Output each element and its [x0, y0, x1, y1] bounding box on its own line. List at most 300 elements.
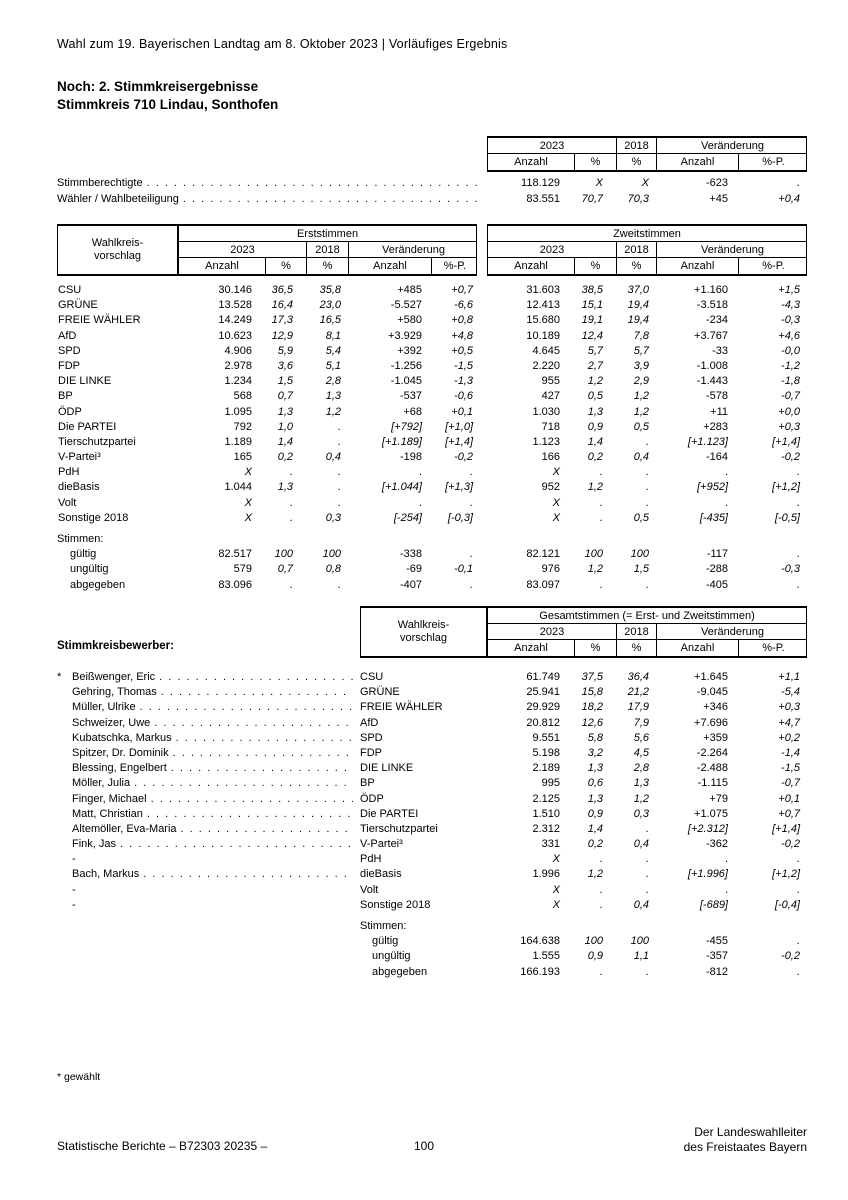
anzahl-2023-cell: 427: [541, 390, 560, 403]
anzahl-2023-cell: 331: [541, 838, 560, 851]
candidate-name-wrap: [72, 731, 353, 746]
chg-pctp-cell: +0,3: [778, 701, 800, 714]
anzahl-2023-cell: 1.030: [532, 405, 560, 418]
pct-2023-cell: .: [599, 898, 603, 911]
erst-cols-row: [179, 258, 476, 274]
chg-pctp-cell: -0,2: [781, 451, 800, 464]
erststimmen-values: [178, 313, 477, 328]
chg-anzahl-cell: +1.160: [694, 284, 728, 296]
chg-pctp-cell: -0,2: [781, 950, 800, 963]
chg-anzahl-cell: [-435]: [699, 511, 728, 524]
chg-pctp-cell: -0,1: [454, 563, 473, 576]
gesamtstimmen-values: [487, 792, 807, 807]
gesamtstimmen-values: [487, 898, 807, 913]
pct-2023-cell: 1,4: [587, 435, 603, 448]
party-row: [57, 420, 807, 435]
pct-2018-cell: 70,3: [627, 192, 649, 205]
pct-2018-cell: 17,9: [627, 701, 649, 714]
gesamtstimmen-values: [487, 746, 807, 761]
chg-pctp-cell: [+1,0]: [445, 420, 473, 433]
anzahl-2023-cell: 5.198: [532, 746, 560, 759]
pct-2023-cell: 0,5: [587, 390, 603, 403]
column-gap: [477, 224, 487, 276]
pct-2018-cell: 2,8: [633, 762, 649, 775]
dot-leader: [151, 792, 353, 807]
anzahl-2023-cell: 1.555: [532, 950, 560, 963]
pct-2018-cell: 21,2: [627, 686, 649, 699]
chg-pctp-cell: .: [469, 496, 473, 509]
chg-pctp-cell: [-0,5]: [774, 511, 800, 524]
chg-anzahl-cell: [+1.123]: [687, 435, 728, 448]
candidate-row: [57, 670, 807, 685]
zweitstimmen-values: [487, 329, 807, 344]
pct-2018-cell: .: [337, 435, 341, 448]
candidate-row: [57, 776, 807, 791]
votes-table: [57, 224, 807, 593]
candidates-stimmen-section: [360, 919, 807, 980]
header-pct: %: [616, 154, 656, 170]
pct-2023-cell: 1,2: [587, 375, 603, 388]
header-veraenderung: Veränderung: [656, 242, 808, 257]
gesamt-years-row: [488, 624, 806, 640]
anzahl-2023-cell: 25.941: [526, 686, 560, 699]
summary-table-header: [487, 136, 807, 172]
chg-pctp-cell: +4,6: [778, 329, 800, 342]
dot-leader: [147, 807, 353, 822]
zweit-cols-row: [488, 258, 806, 274]
gesamtstimmen-values: [487, 685, 807, 700]
pct-2023-cell: 3,2: [587, 746, 603, 759]
chg-pctp-cell: [+1,4]: [772, 822, 800, 835]
pct-2023-cell: 18,2: [581, 701, 603, 714]
anzahl-2023-cell: 10.623: [218, 329, 252, 342]
pct-2018-cell: 5,7: [633, 344, 649, 357]
chg-anzahl-cell: +580: [397, 314, 422, 327]
anzahl-2023-cell: 579: [233, 563, 252, 576]
pct-2023-cell: 1,5: [277, 375, 293, 388]
dot-leader: [154, 716, 353, 731]
elected-footnote: * gewählt: [57, 1071, 101, 1083]
anzahl-2023-cell: 166.193: [520, 965, 560, 978]
pct-2018-cell: 19,4: [627, 299, 649, 312]
erststimmen-values: [178, 465, 477, 480]
chg-pctp-cell: .: [796, 853, 800, 866]
pct-2018-cell: 1,3: [325, 390, 341, 403]
column-gap: [477, 496, 487, 511]
pct-2023-cell: 0,9: [587, 950, 603, 963]
candidate-party: FREIE WÄHLER: [360, 701, 443, 714]
pct-2018-cell: 1,1: [633, 950, 649, 963]
candidate-name: Fink, Jas: [72, 838, 117, 851]
pct-2023-cell: 37,5: [581, 671, 603, 683]
chg-anzahl-cell: +359: [703, 731, 728, 744]
party-label: V-Partei³: [58, 451, 101, 464]
erststimmen-values: [178, 480, 477, 495]
chg-pctp-cell: [+1,2]: [772, 868, 800, 881]
pct-2018-cell: 1,2: [633, 390, 649, 403]
candidate-party: dieBasis: [360, 868, 402, 881]
header-pct: %: [265, 258, 306, 274]
chg-pctp-cell: +4,7: [778, 716, 800, 729]
dot-leader: [159, 670, 353, 685]
header-anzahl: Anzahl: [656, 154, 738, 170]
pct-2023-cell: .: [599, 853, 603, 866]
pct-2023-cell: 15,1: [581, 299, 603, 312]
erststimmen-values: [178, 359, 477, 374]
chg-anzahl-cell: [+952]: [697, 481, 728, 494]
chg-anzahl-cell: -33: [712, 344, 728, 357]
stimmen-row: [360, 965, 807, 980]
anzahl-2023-cell: 82.121: [526, 548, 560, 561]
party-row: [57, 465, 807, 480]
chg-anzahl-cell: -537: [399, 390, 422, 403]
pct-2018-cell: 1,2: [633, 792, 649, 805]
chg-anzahl-cell: -362: [705, 838, 728, 851]
chg-pctp-cell: +0,7: [778, 807, 800, 820]
party-label: FDP: [58, 359, 80, 372]
candidate-name-wrap: [72, 670, 353, 685]
pct-2023-cell: 2,7: [587, 359, 603, 372]
chg-pctp-cell: +0,2: [778, 731, 800, 744]
erststimmen-title: Erststimmen: [296, 228, 359, 240]
candidate-name-wrap: [72, 898, 353, 913]
column-gap: [477, 511, 487, 526]
chg-pctp-cell: .: [796, 177, 800, 189]
party-row: [57, 359, 807, 374]
pct-2018-cell: 8,1: [325, 329, 341, 342]
anzahl-2023-cell: X: [244, 496, 252, 509]
chg-pctp-cell: -1,5: [454, 359, 473, 372]
candidate-name: Beißwenger, Eric: [72, 671, 156, 683]
zweitstimmen-values: [487, 450, 807, 465]
zweitstimmen-values: [487, 465, 807, 480]
anzahl-2023-cell: 1.095: [224, 405, 252, 418]
chg-pctp-cell: -1,5: [781, 762, 800, 775]
header-anzahl: Anzahl: [656, 640, 738, 656]
pct-2018-cell: 37,0: [627, 284, 649, 296]
chg-pctp-cell: +0,3: [778, 420, 800, 433]
votes-table-body: [57, 283, 807, 526]
candidate-name-wrap: [72, 822, 353, 837]
pct-2018-cell: 100: [322, 548, 341, 561]
chg-anzahl-cell: -198: [399, 451, 422, 464]
zweit-years-row: [488, 242, 806, 258]
column-gap: [477, 374, 487, 389]
chg-pctp-cell: .: [796, 965, 800, 978]
pct-2018-cell: 1,2: [325, 405, 341, 418]
anzahl-2023-cell: 952: [541, 481, 560, 494]
chg-anzahl-cell: .: [724, 496, 728, 509]
chg-pctp-cell: +1,1: [778, 671, 800, 683]
chg-anzahl-cell: [+2.312]: [687, 822, 728, 835]
chg-anzahl-cell: -1.443: [696, 375, 728, 388]
pct-2023-cell: 12,6: [581, 716, 603, 729]
gesamtstimmen-values: [487, 867, 807, 882]
candidate-name-wrap: [72, 792, 353, 807]
wahlkreisvorschlag-box: [57, 224, 178, 276]
candidates-table-header: [360, 606, 807, 658]
party-label: Tierschutzpartei: [58, 435, 136, 448]
summary-row: [57, 176, 807, 192]
erststimmen-values: [178, 562, 477, 577]
column-gap: [477, 547, 487, 562]
pct-2018-cell: 100: [630, 935, 649, 948]
chg-anzahl-cell: -407: [399, 578, 422, 591]
anzahl-2023-cell: 1.996: [532, 868, 560, 881]
chg-anzahl-cell: +79: [709, 792, 728, 805]
header-anzahl: Anzahl: [656, 258, 738, 274]
votes-stimmen-rows: [57, 547, 807, 593]
anzahl-2023-cell: 4.906: [224, 344, 252, 357]
pct-2018-cell: 23,0: [319, 299, 341, 312]
zweitstimmen-values: [487, 344, 807, 359]
dot-leader: [171, 761, 353, 776]
erststimmen-values: [178, 298, 477, 313]
pct-2018-cell: 7,9: [633, 716, 649, 729]
candidate-name: Finger, Michael: [72, 792, 147, 805]
chg-pctp-cell: .: [469, 578, 473, 591]
gesamtstimmen-values: [487, 716, 807, 731]
title-line-2: Stimmkreis 710 Lindau, Sonthofen: [57, 97, 279, 112]
summary-table: [57, 136, 807, 207]
chg-anzahl-cell: -812: [705, 965, 728, 978]
party-label: GRÜNE: [58, 299, 98, 312]
header-2023: 2023: [539, 140, 565, 152]
header-veraenderung: Veränderung: [656, 138, 808, 153]
erst-years-row: [179, 242, 476, 258]
party-row: [57, 389, 807, 404]
chg-pctp-cell: -0,3: [781, 314, 800, 327]
header-anzahl: Anzahl: [205, 260, 239, 272]
candidate-name-wrap: [72, 685, 353, 700]
candidate-party: Sonstige 2018: [360, 898, 431, 911]
header-pct: %: [306, 258, 348, 274]
anzahl-2023-cell: 165: [233, 451, 252, 464]
pct-2023-cell: 1,4: [277, 435, 293, 448]
row-label: Wähler / Wahlbeteiligung: [57, 192, 179, 205]
party-label: Die PARTEI: [58, 420, 117, 433]
anzahl-2023-cell: 20.812: [526, 716, 560, 729]
pct-2023-cell: 1,2: [587, 481, 603, 494]
candidate-party: FDP: [360, 746, 382, 759]
pct-2023-cell: .: [289, 578, 293, 591]
pct-2023-cell: 0,7: [277, 563, 293, 576]
pct-2023-cell: .: [289, 511, 293, 524]
header-pct: %: [574, 640, 616, 656]
candidate-name: Müller, Ulrike: [72, 701, 136, 714]
pct-2018-cell: 0,4: [633, 451, 649, 464]
candidate-row: [57, 685, 807, 700]
anzahl-2023-cell: X: [552, 883, 560, 896]
candidate-party: ÖDP: [360, 792, 384, 805]
zweitstimmen-values: [487, 405, 807, 420]
row-label: Stimmberechtigte: [57, 177, 143, 189]
gesamtstimmen-values: [487, 965, 807, 980]
column-gap: [477, 562, 487, 577]
pct-2018-cell: 0,8: [325, 563, 341, 576]
pct-2018-cell: .: [645, 965, 649, 978]
anzahl-2023-cell: 14.249: [218, 314, 252, 327]
pct-2018-cell: 0,5: [633, 511, 649, 524]
chg-anzahl-cell: +11: [710, 405, 728, 418]
pct-2018-cell: 36,4: [627, 671, 649, 683]
anzahl-2023-cell: X: [244, 466, 252, 479]
anzahl-2023-cell: 83.097: [526, 578, 560, 591]
chg-anzahl-cell: .: [418, 466, 422, 479]
chg-anzahl-cell: -2.488: [696, 762, 728, 775]
anzahl-2023-cell: 118.129: [521, 177, 560, 189]
party-row: [57, 344, 807, 359]
chg-pctp-cell: .: [469, 548, 473, 561]
pct-2018-cell: .: [337, 481, 341, 494]
pct-2023-cell: 5,7: [587, 344, 603, 357]
erststimmen-values: [178, 450, 477, 465]
stimmkreisbewerber-label: Stimmkreisbewerber:: [57, 640, 174, 652]
party-label: DIE LINKE: [58, 375, 112, 388]
column-gap: [477, 465, 487, 480]
wk-line-1: Wahlkreis-: [91, 237, 144, 249]
anzahl-2023-cell: X: [552, 466, 560, 479]
dot-leader: [147, 176, 477, 192]
anzahl-2023-cell: X: [552, 496, 560, 509]
chg-anzahl-cell: +68: [403, 405, 422, 418]
erststimmen-values: [178, 329, 477, 344]
footer-authority-line-2: des Freistaates Bayern: [683, 1140, 807, 1154]
chg-pctp-cell: +0,1: [451, 405, 473, 418]
anzahl-2023-cell: 83.096: [218, 578, 252, 591]
chg-pctp-cell: -0,6: [454, 390, 473, 403]
header-pct: %: [574, 258, 616, 274]
votes-stimmen-section: [57, 532, 807, 593]
anzahl-2023-cell: 976: [541, 563, 560, 576]
party-label: Sonstige 2018: [58, 511, 129, 524]
pct-2018-cell: 5,6: [633, 731, 649, 744]
party-label: SPD: [58, 344, 81, 357]
chg-anzahl-cell: -117: [706, 548, 728, 561]
party-label: CSU: [58, 284, 82, 296]
party-row: [57, 313, 807, 328]
header-pctp: %-P.: [738, 258, 808, 274]
chg-anzahl-cell: -405: [705, 578, 728, 591]
candidate-party: AfD: [360, 716, 379, 729]
header-2018: 2018: [616, 242, 656, 257]
stimmen-row: [360, 949, 807, 964]
pct-2018-cell: 100: [630, 548, 649, 561]
pct-2018-cell: 0,4: [325, 451, 341, 464]
anzahl-2023-cell: 2.220: [532, 359, 560, 372]
candidate-row: [57, 837, 807, 852]
wk-line-1: Wahlkreis-: [397, 619, 450, 631]
candidate-name: Matt, Christian: [72, 807, 143, 820]
pct-2018-cell: .: [645, 435, 649, 448]
pct-2018-cell: 1,5: [633, 563, 649, 576]
chg-anzahl-cell: .: [724, 466, 728, 479]
header-anzahl: Anzahl: [348, 258, 431, 274]
summary-header-row-cols: [488, 154, 806, 170]
pct-2018-cell: 0,4: [633, 898, 649, 911]
pct-2023-cell: .: [599, 578, 603, 591]
anzahl-2023-cell: X: [244, 511, 252, 524]
zweitstimmen-values: [487, 435, 807, 450]
zweitstimmen-title: Zweitstimmen: [613, 228, 681, 240]
chg-anzahl-cell: -2.264: [696, 746, 728, 759]
chg-pctp-cell: +0,7: [451, 284, 473, 296]
chg-pctp-cell: [+1,4]: [445, 435, 473, 448]
gesamtstimmen-values: [487, 852, 807, 867]
pct-2023-cell: 0,6: [587, 777, 603, 790]
pct-2018-cell: 0,5: [633, 420, 649, 433]
column-gap: [477, 298, 487, 313]
anzahl-2023-cell: 83.551: [526, 192, 560, 205]
chg-pctp-cell: .: [796, 883, 800, 896]
erststimmen-values: [178, 547, 477, 562]
gesamtstimmen-title-row: [488, 608, 806, 624]
zweitstimmen-values: [487, 547, 807, 562]
party-row: [57, 450, 807, 465]
candidate-name-wrap: [72, 852, 353, 867]
candidate-name: Spitzer, Dr. Dominik: [72, 746, 169, 759]
pct-2023-cell: 100: [274, 548, 293, 561]
candidate-name: -: [72, 883, 76, 896]
chg-anzahl-cell: +346: [703, 701, 728, 714]
candidates-table-body: [57, 670, 807, 913]
footer-page-number: 100: [413, 1139, 435, 1153]
candidate-name-wrap: [72, 837, 353, 852]
chg-anzahl-cell: +1.075: [694, 807, 728, 820]
candidate-name-wrap: [72, 883, 353, 898]
party-row: [57, 405, 807, 420]
pct-2023-cell: X: [595, 177, 603, 189]
dot-leader: [140, 700, 353, 715]
header-2023: 2023: [539, 244, 565, 256]
zweitstimmen-title-row: [488, 226, 806, 242]
chg-pctp-cell: .: [796, 466, 800, 479]
candidate-row: [57, 807, 807, 822]
chg-anzahl-cell: [-254]: [393, 511, 422, 524]
header-veraenderung: Veränderung: [348, 242, 478, 257]
candidate-name-wrap: [72, 867, 353, 882]
candidate-name: Gehring, Thomas: [72, 686, 157, 699]
column-gap: [477, 420, 487, 435]
chg-pctp-cell: -0,7: [781, 777, 800, 790]
chg-anzahl-cell: -455: [705, 935, 728, 948]
candidate-row: [57, 731, 807, 746]
zweitstimmen-values: [487, 511, 807, 526]
chg-anzahl-cell: -1.045: [390, 375, 422, 388]
erststimmen-values: [178, 511, 477, 526]
dot-leader: [120, 837, 353, 852]
pct-2018-cell: .: [337, 496, 341, 509]
pct-2018-cell: 0,3: [325, 511, 341, 524]
chg-anzahl-cell: .: [418, 496, 422, 509]
chg-pctp-cell: .: [796, 935, 800, 948]
pct-2018-cell: 7,8: [633, 329, 649, 342]
chg-pctp-cell: -4,3: [781, 299, 800, 312]
chg-anzahl-cell: -164: [705, 451, 728, 464]
anzahl-2023-cell: 2.189: [532, 762, 560, 775]
pct-2023-cell: 1,3: [277, 481, 293, 494]
anzahl-2023-cell: 955: [541, 375, 560, 388]
header-anzahl: Anzahl: [514, 260, 548, 272]
anzahl-2023-cell: 10.189: [526, 329, 560, 342]
chg-anzahl-cell: -5.527: [390, 299, 422, 312]
pct-2023-cell: 1,3: [587, 762, 603, 775]
pct-2023-cell: 1,2: [587, 868, 603, 881]
candidate-row: [57, 852, 807, 867]
gesamt-cols-row: [488, 640, 806, 656]
dot-leader: [173, 746, 353, 761]
chg-anzahl-cell: .: [724, 853, 728, 866]
